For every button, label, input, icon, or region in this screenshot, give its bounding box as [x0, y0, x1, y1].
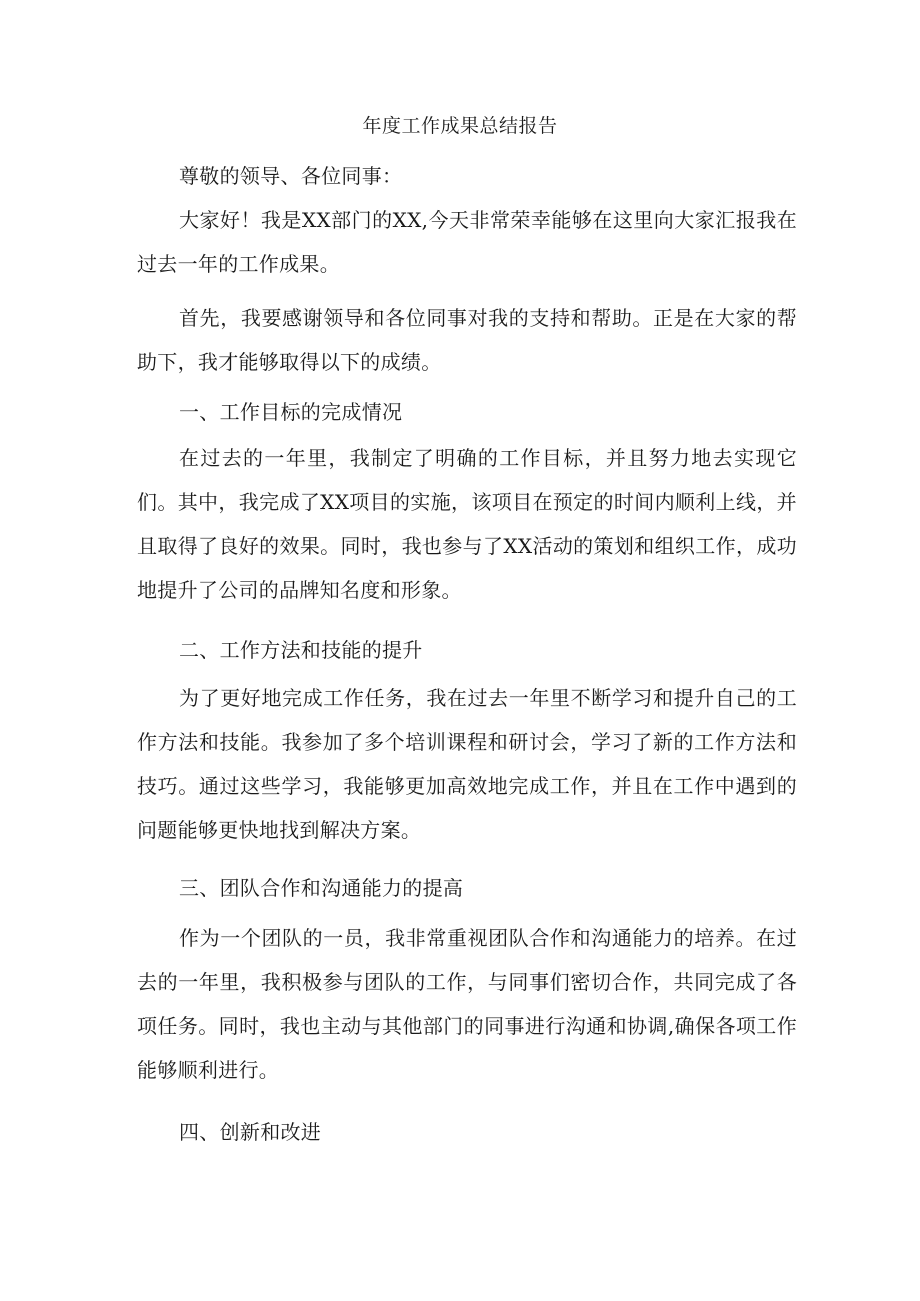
section-heading-3: 三、团队合作和沟通能力的提高: [179, 876, 464, 900]
section-heading-4: 四、创新和改进: [179, 1120, 322, 1144]
thanks-paragraph: 首先，我要感谢领导和各位同事对我的支持和帮助。正是在大家的帮助下，我才能够取得以下的成绩。: [137, 306, 797, 374]
section-body-1: 在过去的一年里，我制定了明确的工作目标，并且努力地去实现它们。其中，我完成了XX项目的实施，该项目在预定的时间内顺利上线，并且取得了良好的效果。同时，我也参与了XX活动的策划和组织工作，成功地提升了公司的品牌知名度和形象。: [137, 446, 797, 602]
section-heading-1: 一、工作目标的完成情况: [179, 400, 403, 424]
section-body-2: 为了更好地完成工作任务，我在过去一年里不断学习和提升自己的工作方法和技能。我参加了多个培训课程和研讨会，学习了新的工作方法和技巧。通过这些学习，我能够更加高效地完成工作，并且在工作中遇到的问题能够更快地找到解决方案。: [137, 686, 797, 842]
salutation: 尊敬的领导、各位同事：: [179, 164, 403, 188]
document-title: 年度工作成果总结报告: [362, 115, 558, 137]
section-heading-2: 二、工作方法和技能的提升: [179, 638, 423, 662]
intro-paragraph: 大家好！我是XX部门的XX,今天非常荣幸能够在这里向大家汇报我在过去一年的工作成果。: [137, 208, 797, 276]
section-body-3: 作为一个团队的一员，我非常重视团队合作和沟通能力的培养。在过去的一年里，我积极参与团队的工作，与同事们密切合作，共同完成了各项任务。同时，我也主动与其他部门的同事进行沟通和协调,确保各项工作能够顺利进行。: [137, 926, 797, 1082]
